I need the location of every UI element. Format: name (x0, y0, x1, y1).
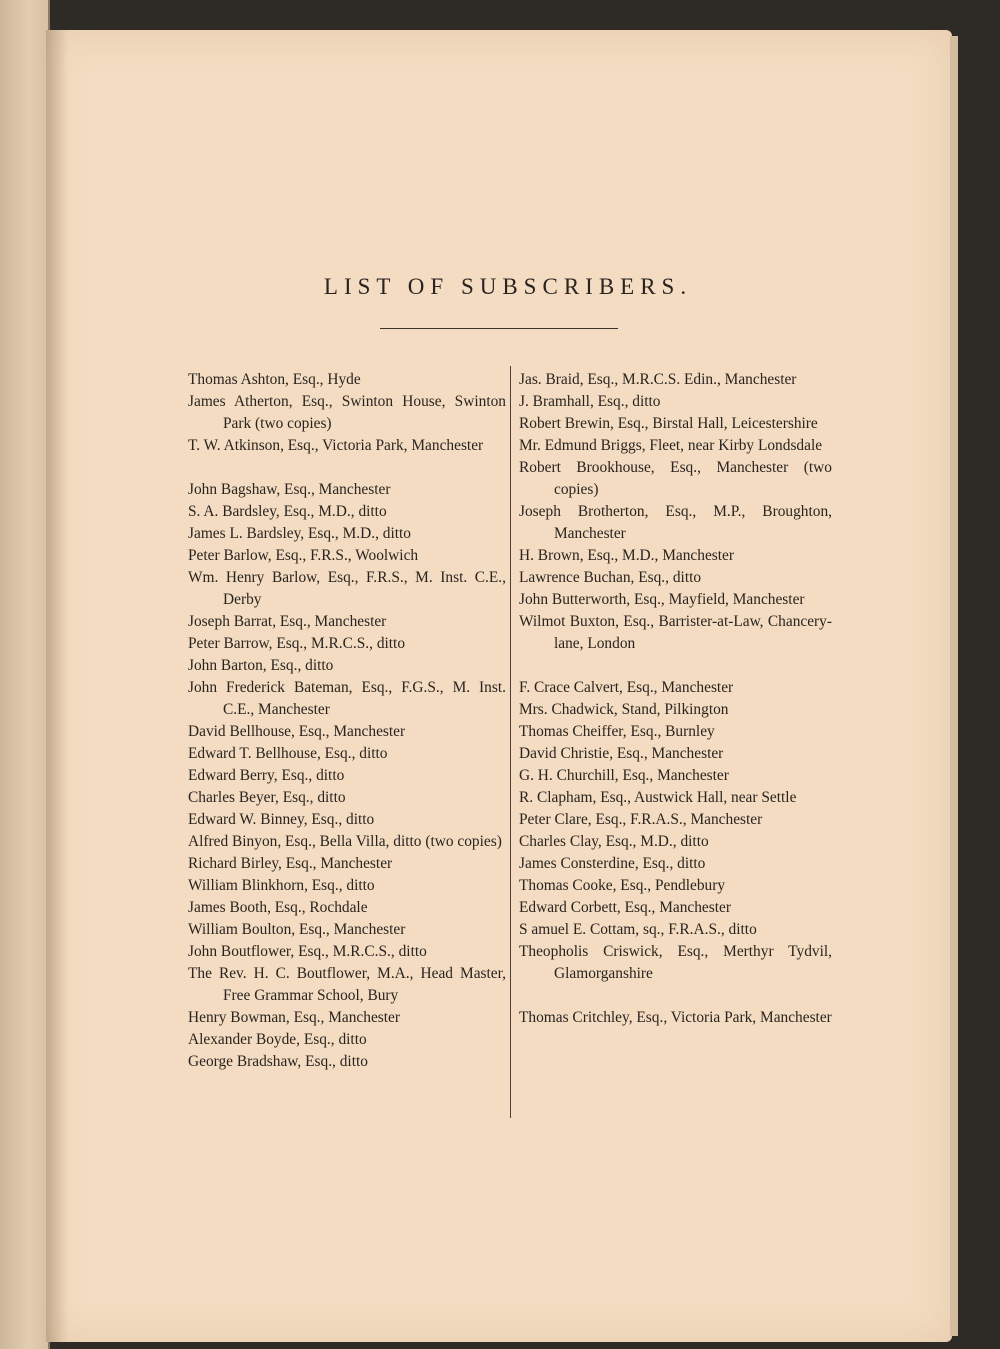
subscriber-entry: John Butterworth, Esq., Mayfield, Manchester (519, 591, 805, 608)
subscriber-entry: Joseph Barrat, Esq., Manchester (188, 613, 387, 630)
subscriber-entry: Lawrence Buchan, Esq., ditto (519, 569, 702, 586)
subscriber-entry: R. Clapham, Esq., Austwick Hall, near Settle (519, 789, 797, 806)
subscriber-entry: F. Crace Calvert, Esq., Manchester (519, 679, 734, 696)
subscriber-entry: S. A. Bardsley, Esq., M.D., ditto (188, 503, 387, 520)
subscriber-entry: Edward W. Binney, Esq., ditto (188, 811, 375, 828)
subscriber-entry: Peter Barlow, Esq., F.R.S., Woolwich (188, 547, 419, 564)
subscriber-entry: James Consterdine, Esq., ditto (519, 855, 706, 872)
page-edge (950, 36, 958, 1336)
section-gap (188, 457, 506, 479)
subscriber-entry: James L. Bardsley, Esq., M.D., ditto (188, 525, 411, 542)
subscriber-entry: J. Bramhall, Esq., ditto (519, 393, 661, 410)
subscriber-entry: James Booth, Esq., Rochdale (188, 899, 368, 916)
subscriber-entry: Henry Bowman, Esq., Manchester (188, 1009, 400, 1026)
subscriber-entry: Peter Barrow, Esq., M.R.C.S., ditto (188, 635, 406, 652)
subscriber-entry: Theopholis Criswick, Esq., Merthyr Tydvil, Glamorganshire (519, 943, 832, 982)
subscriber-entry: Joseph Brotherton, Esq., M.P., Broughton, Manchester (519, 503, 832, 542)
subscriber-entry: Charles Clay, Esq., M.D., ditto (519, 833, 709, 850)
subscriber-entry: Mr. Edmund Briggs, Fleet, near Kirby Londsdale (519, 437, 823, 454)
subscriber-entry: Thomas Critchley, Esq., Victoria Park, Manchester (519, 1009, 832, 1026)
subscriber-entry: Wm. Henry Barlow, Esq., F.R.S., M. Inst. C.E., Derby (188, 569, 506, 608)
subscriber-entry: S amuel E. Cottam, sq., F.R.A.S., ditto (519, 921, 757, 938)
section-gap (519, 985, 832, 1007)
subscriber-entry: H. Brown, Esq., M.D., Manchester (519, 547, 735, 564)
subscriber-entry: Alexander Boyde, Esq., ditto (188, 1031, 367, 1048)
subscriber-list-left (188, 369, 506, 1073)
subscriber-entry: George Bradshaw, Esq., ditto (188, 1053, 368, 1070)
subscriber-entry: William Blinkhorn, Esq., ditto (188, 877, 375, 894)
subscriber-entry: John Boutflower, Esq., M.R.C.S., ditto (188, 943, 427, 960)
subscriber-entry: James Atherton, Esq., Swinton House, Swinton Park (two copies) (188, 393, 506, 432)
subscriber-entry: William Boulton, Esq., Manchester (188, 921, 406, 938)
subscriber-entry: T. W. Atkinson, Esq., Victoria Park, Manchester (188, 437, 484, 454)
subscriber-list-right (519, 369, 832, 1029)
subscriber-entry: Edward T. Bellhouse, Esq., ditto (188, 745, 388, 762)
subscriber-entry: Peter Clare, Esq., F.R.A.S., Manchester (519, 811, 763, 828)
subscriber-entry: Jas. Braid, Esq., M.R.C.S. Edin., Manchester (519, 371, 797, 388)
subscriber-entry: Charles Beyer, Esq., ditto (188, 789, 346, 806)
subscriber-entry: David Bellhouse, Esq., Manchester (188, 723, 406, 740)
subscriber-entry: Edward Corbett, Esq., Manchester (519, 899, 731, 916)
column-divider (510, 366, 511, 1118)
subscriber-entry: David Christie, Esq., Manchester (519, 745, 724, 762)
subscriber-entry: Edward Berry, Esq., ditto (188, 767, 345, 784)
subscriber-entry: John Barton, Esq., ditto (188, 657, 334, 674)
subscriber-entry: Wilmot Buxton, Esq., Barrister-at-Law, Chancery-lane, London (519, 613, 832, 652)
subscriber-entry: Thomas Cheiffer, Esq., Burnley (519, 723, 715, 740)
subscriber-entry: Thomas Cooke, Esq., Pendlebury (519, 877, 726, 894)
section-gap (519, 655, 832, 677)
previous-page-edge (0, 0, 50, 1349)
subscriber-entry: Thomas Ashton, Esq., Hyde (188, 371, 361, 388)
gutter-shadow (46, 30, 68, 1342)
subscriber-entry: Richard Birley, Esq., Manchester (188, 855, 393, 872)
page-title: LIST OF SUBSCRIBERS. (323, 274, 693, 299)
title-rule (380, 328, 618, 329)
subscriber-entry: Robert Brookhouse, Esq., Manchester (two copies) (519, 459, 832, 498)
subscriber-entry: G. H. Churchill, Esq., Manchester (519, 767, 729, 784)
subscriber-entry: Robert Brewin, Esq., Birstal Hall, Leicestershire (519, 415, 818, 432)
subscriber-entry: John Frederick Bateman, Esq., F.G.S., M. Inst. C.E., Manchester (188, 679, 506, 718)
subscriber-entry: John Bagshaw, Esq., Manchester (188, 481, 391, 498)
subscriber-entry: Alfred Binyon, Esq., Bella Villa, ditto (two copies) (188, 833, 502, 850)
subscriber-entry: Mrs. Chadwick, Stand, Pilkington (519, 701, 729, 718)
subscriber-entry: The Rev. H. C. Boutflower, M.A., Head Master, Free Grammar School, Bury (188, 965, 506, 1004)
